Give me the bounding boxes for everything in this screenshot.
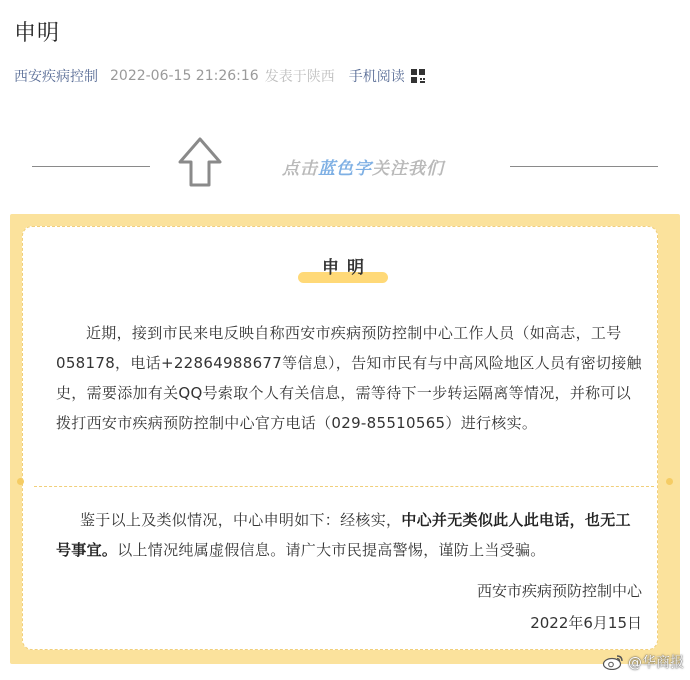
watermark-text: @华商报 xyxy=(628,655,684,671)
notice-paragraph-2 xyxy=(56,505,646,565)
signature-organization: 西安市疾病预防控制中心 xyxy=(476,582,642,600)
watermark xyxy=(602,652,684,672)
divider-left xyxy=(32,166,150,167)
decor-dot xyxy=(17,478,24,485)
account-name-link[interactable]: 西安疾病控制 xyxy=(14,69,98,85)
follow-banner xyxy=(0,132,690,196)
follow-blue-text: 蓝色字 xyxy=(318,159,372,179)
weibo-icon xyxy=(602,654,624,670)
qr-code-icon[interactable] xyxy=(411,69,425,83)
notice-heading-text: 申明 xyxy=(322,258,372,278)
publish-date: 2022-06-15 21:26:16 xyxy=(110,68,259,84)
paragraph-2-end: 以上情况纯属虚假信息。请广大市民提高警惕，谨防上当受骗。 xyxy=(117,541,546,559)
paragraph-separator xyxy=(34,486,654,487)
up-arrow-icon xyxy=(176,136,224,188)
follow-prefix: 点击 xyxy=(282,159,318,179)
signature-date: 2022年6月15日 xyxy=(530,614,642,632)
paragraph-2-start: 鉴于以上及类似情况，中心申明如下：经核实， xyxy=(80,511,402,529)
decor-dot xyxy=(666,478,673,485)
notice-paragraph-1: 近期，接到市民来电反映自称西安市疾病预防控制中心工作人员（如高志，工号058178，电话+22864988677等信息），告知市民有与中高风险地区人员有密切接触史，需要添加有关QQ号索取个人有关信息，需等待下一步转运隔离等情况，并称可以拨打西安市疾病预防控制中心官方电话（029-85510565）进行核实。 xyxy=(56,324,642,432)
publish-location: 发表于陕西 xyxy=(264,69,335,85)
article-meta xyxy=(14,66,425,86)
notice-heading xyxy=(298,251,388,285)
follow-us-text[interactable] xyxy=(282,154,444,179)
article-title: 申明 xyxy=(14,21,61,46)
paragraph-2-bold: 中心并无类似此人此电话，也无工号事宜。 xyxy=(56,511,631,559)
follow-suffix: 关注我们 xyxy=(372,159,444,179)
mobile-read-link[interactable]: 手机阅读 xyxy=(348,69,405,85)
divider-right xyxy=(510,166,658,167)
